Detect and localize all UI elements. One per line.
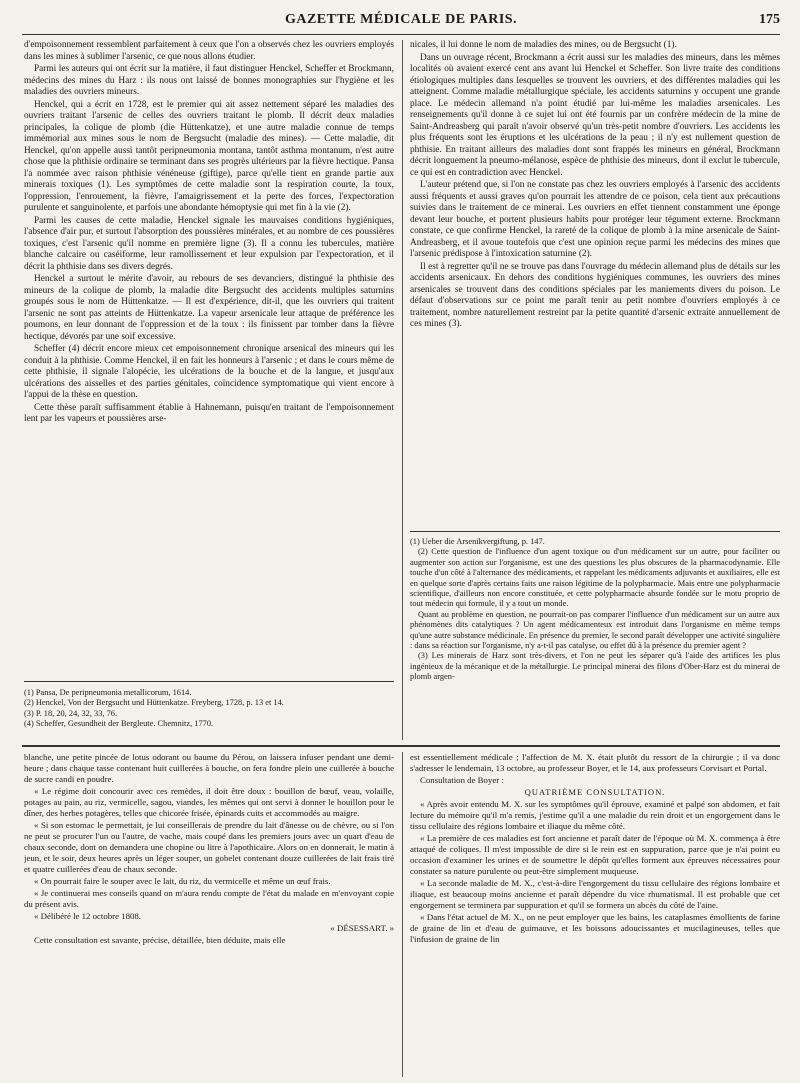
date-line: « Délibéré le 12 octobre 1808. bbox=[34, 911, 141, 921]
section-heading: QUATRIÈME CONSULTATION. bbox=[524, 787, 666, 797]
paragraph: « Si son estomac le permettait, je lui conseillerais de prendre du lait d'ânesse ou de chèvre, ou si l'on ne peut se procurer l'un ou l'autre, de vache, mais coupé dans les premiers jours avec un quart d'eau de chaux seconde, dont on demandera une chopine ou litre à l'apothicaire. Alors on en donnerait, le matin à jeun, et le soir, deux heures après un léger souper, un gobelet contenant douze cuillerées de lait frais tiré et quatre cuillerées d'eau de chaux seconde. bbox=[24, 820, 394, 874]
footnote: (2) Henckel, Von der Bergsucht und Hüttenkatze. Freyberg, 1728, p. 13 et 14. bbox=[24, 698, 284, 708]
footnote: (2) Cette question de l'influence d'un agent toxique ou d'un médicament sur un autre, pour faciliter ou augmenter son action sur l'organisme, est une des questions les plus obscures de la pharmacodynamie. Elle touche d'un côté à l'alternance des médicaments, et rappelant les médicaments adjuvants et auxiliaires, elle est en quelque sorte d'après certains faits une raison légitime de la polypharmacie. Mais entre une polypharmacie scientifique, d'ailleurs non encore constituée, et cette polypharmacie absurde fondée sur le motu proprio de tout médecin qui formule, il y a tout un monde. bbox=[410, 547, 780, 609]
footnote: (1) Pansa, De peripneumonia metallicorum, 1614. bbox=[24, 688, 192, 697]
page-header bbox=[22, 8, 780, 36]
paragraph: Henckel, qui a écrit en 1728, est le premier qui ait assez nettement séparé les maladies des ouvriers traitant l'arsenic de celles des ouvriers traitant le plomb. Il décrit deux maladies principales, la colique de plomb (die Hüttenkatze), et une autre maladie connue de temps immémorial aux mines sous le nom de Bergsucht (maladie des mines). — Cette maladie, dit Henckel, qu'on appelle aussi tantôt peripneumonia montana, tantôt asthma montanum, n'est autre chose que la phthisie ordinaire se terminant dans ses progrès ultérieurs par la fièvre hectique. Pansa l'a nommée avec raison phthisie vénéneuse (giftige), parce qu'elle tient en grande partie aux minerais toxiques (1). Les symptômes de cette maladie sont la respiration courte, la toux, l'oppression, l'enrouement, la fièvre, l'amaigrissement et la perte des forces, l'expectoration purulente et sanguinolente, et parfois une abondante hémoptysie qui met fin à la vie (2). bbox=[24, 99, 394, 213]
lower-right-column bbox=[410, 752, 780, 1077]
journal-title: GAZETTE MÉDICALE DE PARIS. bbox=[284, 12, 518, 27]
paragraph: « Je continuerai mes conseils quand on m'aura rendu compte de l'état du malade en m'envoyant copie du présent avis. bbox=[24, 888, 394, 909]
paragraph: nicales, il lui donne le nom de maladies des mines, ou de Bergsucht (1). bbox=[410, 40, 677, 50]
paragraph: blanche, une petite pincée de lotus odorant ou baume du Pérou, on laissera infuser pendant une demi-heure ; dans chaque tasse contenant huit cuillerées à bouche, on fera fondre plein une cuillerée à bouche de sucre candi en poudre. bbox=[24, 752, 394, 784]
upper-left-column bbox=[24, 40, 394, 672]
paragraph: « On pourrait faire le souper avec le lait, du riz, du vermicelle et même un œuf frais. bbox=[34, 876, 331, 886]
upper-right-footnotes bbox=[410, 537, 780, 739]
paragraph: L'auteur prétend que, si l'on ne constate pas chez les ouvriers employés à l'arsenic des accidents aussi fréquents et aussi graves qu'on pourrait les attendre de ce poison, cela tient aux précautions suivies dans le traitement de ce minerai. Les ouvriers en effet tiennent constamment une éponge devant leur bouche, et portent plusieurs habits pour protéger leur tégument externe. Brockmann constate, ce que confirme Henckel, la rareté de la colique de plomb à la mine arsenicale de Saint-Andreasberg, et il avoue toutefois que c'est une opinion reçue parmi les médecins des mines que l'arsenic prédispose à l'intoxication saturnine (2). bbox=[410, 180, 780, 259]
column-divider bbox=[402, 40, 403, 740]
section-rule bbox=[22, 745, 780, 747]
footnote: (3) Les minerais de Harz sont très-divers, et l'on ne peut les séparer qu'à l'aide des artifices les plus ingénieux de la mécanique et de la métallurgie. Le principal minerai des filons d'Ober-Harz est du minerai de plomb argen- bbox=[410, 651, 780, 682]
footnote: (4) Scheffer, Gesundheit der Bergleute. Chemnitz, 1770. bbox=[24, 719, 214, 729]
paragraph: « Le régime doit concourir avec ces remèdes, il doit être doux : bouillon de bœuf, veau, volaille, potages au pain, au riz, vermicelle, sagou, viandes, les mêmes qui ont servi à donner le bouillon pour le dîner, des herbes potagères, telles que chicorée frisée, épinards cuits et accommodés au maigre. bbox=[24, 786, 394, 818]
header-rule bbox=[22, 34, 780, 35]
paragraph: d'empoisonnement ressemblent parfaitement à ceux que l'on a observés chez les ouvriers employés dans les mines à sublimer l'arsenic, ce que nous allons étudier. bbox=[24, 40, 394, 62]
paragraph: « Après avoir entendu M. X. sur les symptômes qu'il éprouve, examiné et palpé son abdomen, et fait lecture du mémoire qu'il m'a remis, j'estime qu'il a une maladie du rein droit et un engorgement dans le tissu cellulaire des régions lombaire et iliaque du même côté. bbox=[410, 799, 780, 831]
upper-right-column bbox=[410, 40, 780, 524]
page-number: 175 bbox=[759, 12, 780, 27]
paragraph: Consultation de Boyer : bbox=[420, 775, 504, 785]
paragraph: est essentiellement médicale ; l'affection de M. X. était plutôt du ressort de la chirurgie ; il va donc s'adresser le lendemain, 13 octobre, au professeur Boyer, et le 14, aux professeurs Corvisart et Portal. bbox=[410, 752, 780, 773]
footnote-rule bbox=[410, 531, 780, 532]
paragraph: Cette consultation est savante, précise, détaillée, bien déduite, mais elle bbox=[34, 935, 286, 945]
paragraph: Dans un ouvrage récent, Brockmann a écrit aussi sur les maladies des mineurs, dans les mêmes localités où avaient exercé cent ans avant lui Henckel et Scheffer. Son livre traite des conditions étiologiques multiples dans lesquelles se trouvent les ouvriers, et des différentes maladies qui les atteignent. Comme maladie métallurgique spéciale, les accidents saturnins y occupent une grande place. Le médecin allemand n'a point étudié par lui-même les maladies arsenicales. Les renseignements qu'il donne à ce sujet lui ont été fournis par un confrère médecin de la mine de Saint-Andreasberg qui paraît n'avoir observé qu'un très-petit nombre d'ouvriers. Les accidents les plus fréquents sont les éruptions et les ulcérations de la peau ; il n'y est nullement question de phthisie. En traitant ailleurs des maladies dont sont frappés les mineurs en général, Brockmann décrit longuement la pneumo-mélanose, espèce de phthisie des mineurs, dont il exclut le tubercule, ce qui est en contradiction avec Henckel. bbox=[410, 52, 780, 178]
paragraph: « Dans l'état actuel de M. X., on ne peut employer que les bains, les cataplasmes émollients de farine de graine de lin et d'eau de guimauve, et les boissons adoucissantes et mucilagineuses, telles que l'infusion de graine de lin bbox=[410, 912, 780, 944]
footnote-rule bbox=[24, 681, 394, 682]
paragraph: Parmi les causes de cette maladie, Henckel signale les mauvaises conditions hygiéniques, l'absence d'air pur, et surtout l'absorption des poussières minérales, et au nombre de ces poussières toxiques, c'est l'arsenic qu'il nomme en première ligne (3). Il a connu les tubercules, matière blanche calcaire ou caséiforme, leur ramollissement et leur expulsion par l'expectoration, et il décrit la phthisie dans ses divers degrés. bbox=[24, 215, 394, 272]
upper-left-footnotes bbox=[24, 688, 394, 738]
paragraph: Il est à regretter qu'il ne se trouve pas dans l'ouvrage du médecin allemand plus de détails sur les accidents arsenicaux. En dehors des conditions hygiéniques communes, les ouvriers des mines arsenicales se trouvent dans des conditions spéciales par les maniements divers du poison. Le défaut d'observations sur ce point me paraît tenir au petit nombre d'ouvriers employés à ce traitement, nombre naturellement restreint par la petite quantité d'arsenic extraite annuellement de ces mines (3). bbox=[410, 261, 780, 329]
paragraph: Cette thèse paraît suffisamment établie à Hahnemann, puisqu'en traitant de l'empoisonnement lent par les vapeurs et poussières arse- bbox=[24, 402, 394, 424]
signature: « DÉSESSART. » bbox=[330, 923, 394, 933]
paragraph: « La première de ces maladies est fort ancienne et paraît dater de l'époque où M. X. commença à être attaqué de coliques. Il m'est impossible de dire si le rein est en suppuration, parce que je n'ai point eu occasion d'examiner les urines et de soumettre le dépôt qu'elles forment aux épreuves nécessaires pour constater sa nature purulente ou peut-être simplement muqueuse. bbox=[410, 833, 780, 876]
lower-left-column bbox=[24, 752, 394, 1077]
paragraph: « La seconde maladie de M. X., c'est-à-dire l'engorgement du tissu cellulaire des régions lombaire et iliaque, est beaucoup moins ancienne et paraît dépendre du vice rhumatismal. Il est probable que cet engorgement se terminera par suppuration et qu'il se formera un abcès du côté de l'aine. bbox=[410, 878, 780, 910]
paragraph: Scheffer (4) décrit encore mieux cet empoisonnement chronique arsenical des mineurs qui les conduit à la phthisie. Comme Henckel, il en fait les honneurs à l'arsenic ; et dans le cours même de cette phthisie, il signale l'alopécie, les ulcérations de la bouche et de la langue, et jusqu'aux ulcérations des aisselles et des parties génitales, coïncidence symptomatique qui vient encore à l'appui de la thèse en question. bbox=[24, 344, 394, 400]
paragraph: Parmi les auteurs qui ont écrit sur la matière, il faut distinguer Henckel, Scheffer et Brockmann, médecins des mines du Harz : ils nous ont laissé de bonnes monographies sur l'hygiène et les maladies des ouvriers mineurs. bbox=[24, 64, 394, 97]
footnote: (1) Ueber die Arsenikvergiftung, p. 147. bbox=[410, 537, 545, 546]
footnote: Quant au problème en question, ne pourrait-on pas comparer l'influence d'un médicament sur un autre aux phénomènes dits catalytiques ? Un agent médicamenteux est introduit dans l'organisme en même temps qu'une autre substance médicinale. En présence du premier, le second paraît développer une activité singulière : dans sa réaction sur l'organisme, n'y a-t-il pas catalyse, ou effet dû à la présence du premier agent ? bbox=[410, 609, 780, 651]
footnote: (3) P. 18, 20, 24, 32, 33, 76. bbox=[24, 708, 118, 718]
paragraph: Henckel a surtout le mérite d'avoir, au rebours de ses devanciers, distingué la phthisie des mineurs de la colique de plomb, la maladie dite Bergsucht des accidents multiples saturnins groupés sous le nom de Hüttenkatze. — Il est d'expérience, dit-il, que les ouvriers qui traitent l'arsenic ne sont pas atteints de Hüttenkatze. La vapeur arsenicale leur attaque de préférence les poumons, en leur donnant de l'oppression et de la toux : ils finissent par tomber dans la fièvre hectique, dévorés par une soif excessive. bbox=[24, 274, 394, 342]
column-divider bbox=[402, 752, 403, 1077]
